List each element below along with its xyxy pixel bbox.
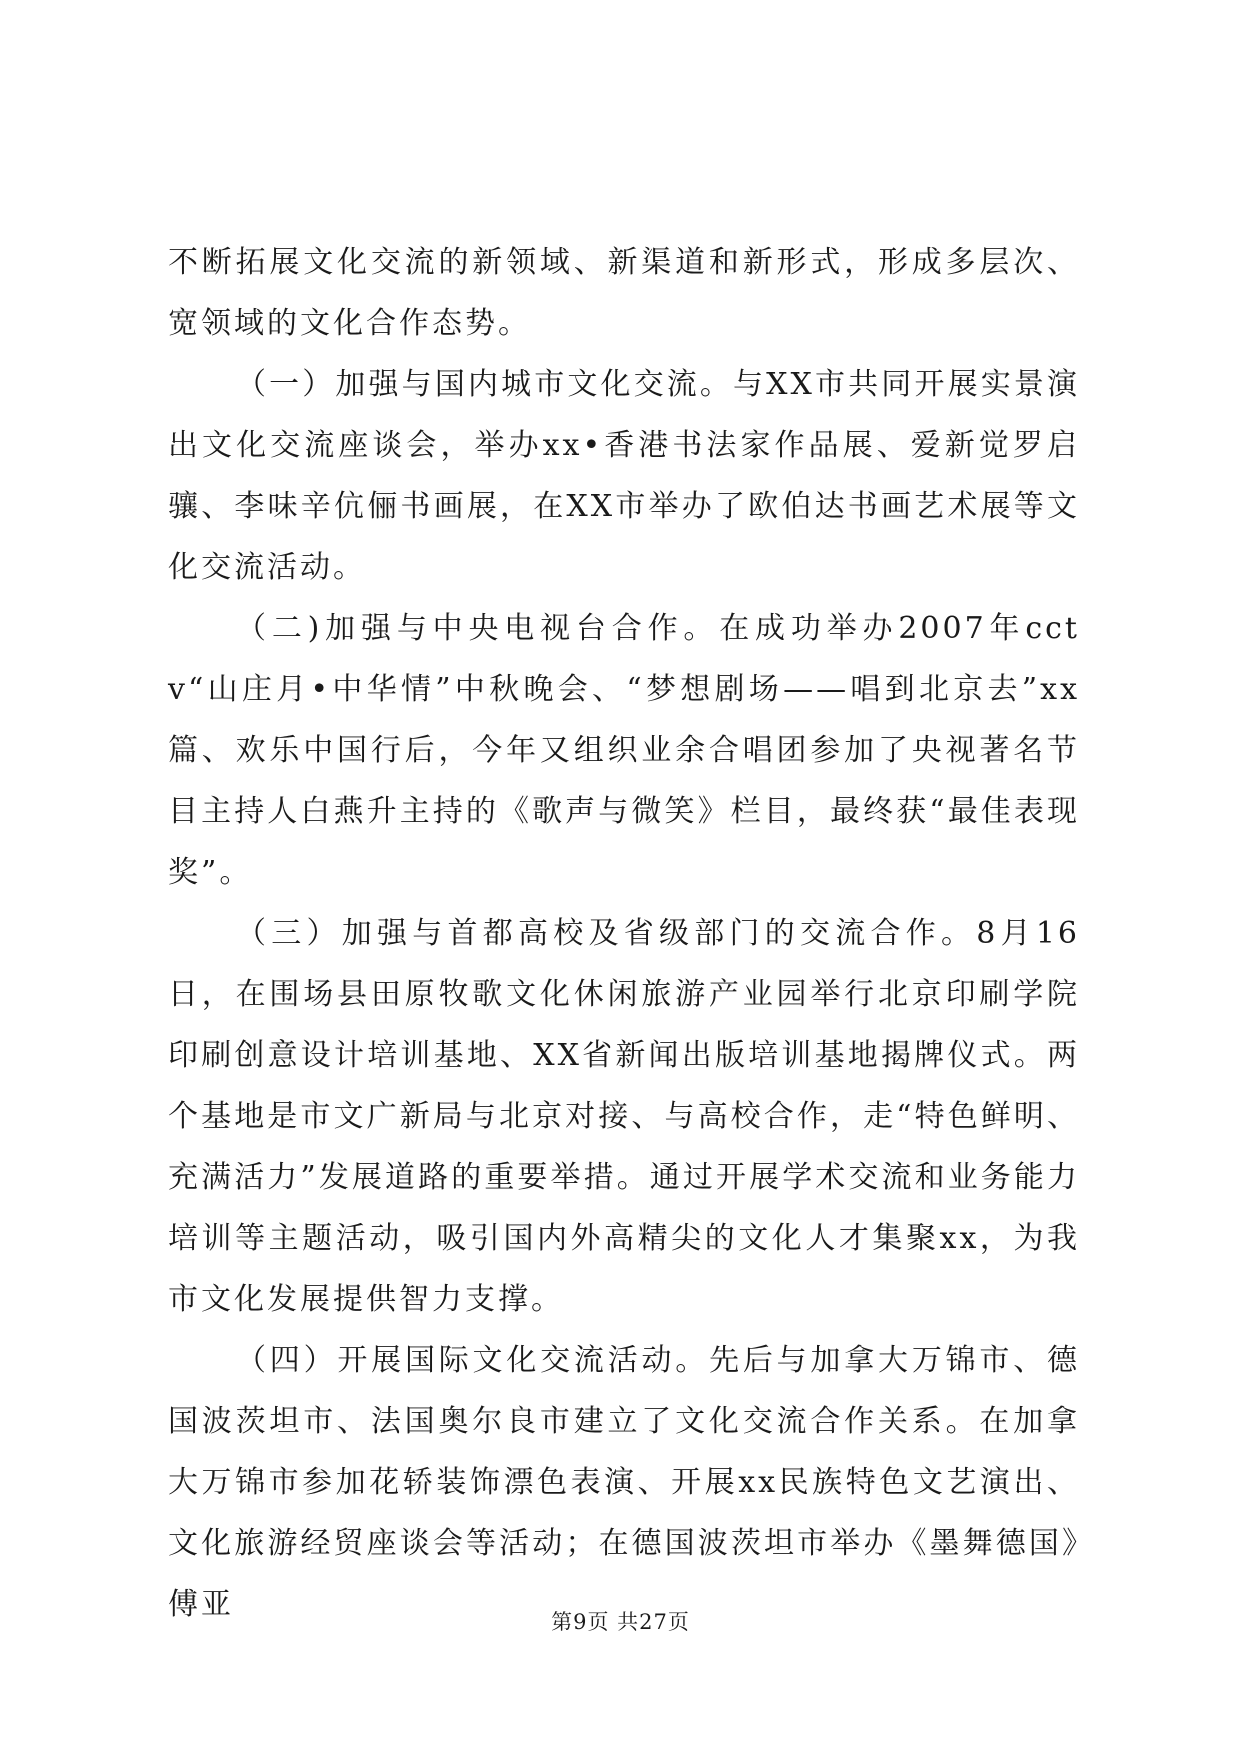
paragraph-section-4: （四）开展国际文化交流活动。先后与加拿大万锦市、德国波茨坦市、法国奥尔良市建立了文化交流合作关系。在加拿大万锦市参加花轿装饰漂色表演、开展xx民族特色文艺演出、文化旅游经贸座谈会等活动；在德国波茨坦市举办《墨舞德国》傅亚	[168, 1343, 1080, 1622]
page-number-footer: 第9页 共27页	[551, 1610, 690, 1634]
paragraph-continuation: 不断拓展文化交流的新领域、新渠道和新形式，形成多层次、宽领域的文化合作态势。	[168, 245, 1080, 341]
paragraph-section-3: （三）加强与首都高校及省级部门的交流合作。8月16日，在围场县田原牧歌文化休闲旅游产业园举行北京印刷学院印刷创意设计培训基地、XX省新闻出版培训基地揭牌仪式。两个基地是市文广新局与北京对接、与高校合作，走“特色鲜明、充满活力”发展道路的重要举措。通过开展学术交流和业务能力培训等主题活动，吸引国内外高精尖的文化人才集聚xx，为我市文化发展提供智力支撑。	[168, 916, 1080, 1317]
paragraph-section-1: （一）加强与国内城市文化交流。与XX市共同开展实景演出文化交流座谈会，举办xx•香港书法家作品展、爱新觉罗启骧、李味辛伉俪书画展，在XX市举办了欧伯达书画艺术展等文化交流活动。	[168, 367, 1080, 585]
paragraph-section-2: （二)加强与中央电视台合作。在成功举办2007年cctv“山庄月•中华情”中秋晚会、“梦想剧场——唱到北京去”xx篇、欢乐中国行后，今年又组织业余合唱团参加了央视著名节目主持人白燕升主持的《歌声与微笑》栏目，最终获“最佳表现奖”。	[168, 611, 1080, 890]
document-body	[168, 232, 1080, 1635]
